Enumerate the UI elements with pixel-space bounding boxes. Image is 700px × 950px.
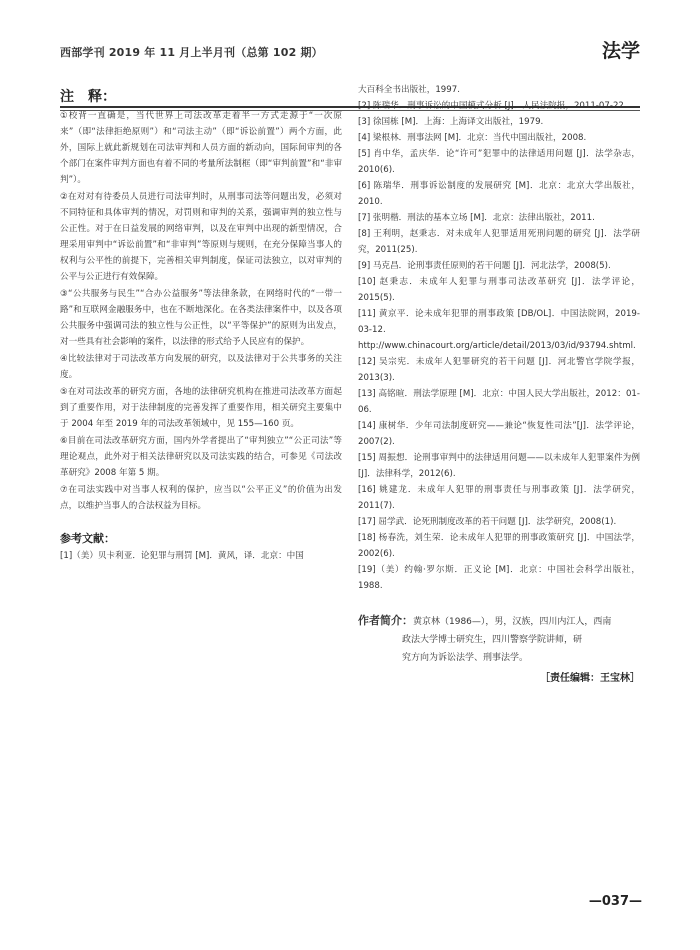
notes-heading: 注 释： — [60, 89, 116, 105]
note-item: ⑦在司法实践中对当事人权利的保护，应当以“公平正义”的价值为出发点，以维护当事人的合法权益为目标。 — [60, 485, 342, 511]
reference-item: [9] 马克昌．论刑事责任原则的若干问题 [J]．河北法学，2008(5). — [358, 261, 611, 271]
author-label: 作者简介： — [358, 614, 413, 627]
reference-item: [12] 吴宗宪．未成年人犯罪研究的若干问题 [J]．河北警官学院学报，2013(3). — [358, 357, 640, 383]
author-line: 究方向为诉讼法学、刑事法学。 — [402, 653, 529, 663]
author-line: 黄京林（1986—），男，汉族，四川内江人，西南 — [413, 617, 612, 627]
note-item: ④比较法律对于司法改革方向发展的研究，以及法律对于公共事务的关注度。 — [60, 354, 342, 380]
reference-item: 大百科全书出版社，1997. — [358, 85, 460, 95]
reference-url[interactable]: http://www.chinacourt.org/article/detail/2013/03/id/93794.shtml. — [358, 341, 636, 351]
section-title: 法学 — [601, 40, 640, 62]
reference-item: [1]（美）贝卡利亚．论犯罪与刑罚 [M]．黄风，译．北京：中国 — [60, 551, 304, 561]
note-item: ⑤在对司法改革的研究方面，各地的法律研究机构在推进司法改革方面起到了重要作用，对于法律制度的完善发挥了重要作用，相关研究主要集中于 2004 年至 2019 年的司法改革领域中，见 155—160 页。 — [60, 387, 342, 429]
reference-item: [10] 赵秉志．未成年人犯罪与刑事司法改革研究 [J]．法学评论，2015(5). — [358, 277, 640, 303]
reference-item: [13] 高铭暄．刑法学原理 [M]．北京：中国人民大学出版社，2012：01-06. — [358, 389, 640, 415]
reference-item: [8] 王利明，赵秉志．对未成年人犯罪适用死刑问题的研究 [J]．法学研究，2011(25). — [358, 229, 640, 255]
editor-credit: ［责任编辑：王宝林］ — [540, 673, 640, 684]
reference-item: [3] 徐国栋 [M]．上海：上海译文出版社，1979. — [358, 117, 544, 127]
references-heading: 参考文献： — [60, 532, 115, 545]
reference-item: [16] 姚建龙．未成年人犯罪的刑事责任与刑事政策 [J]．法学研究，2011(7). — [358, 485, 640, 511]
reference-item: [11] 黄京平．论未成年犯罪的刑事政策 [DB/OL]．中国法院网，2019-03-12. — [358, 309, 640, 335]
note-item: ⑥目前在司法改革研究方面，国内外学者提出了“审判独立”“公正司法”等理论观点，此外对于相关法律研究以及司法实践的结合，可参见《司法改革研究》2008 年第 5 期。 — [60, 436, 342, 478]
author-line: 政法大学博士研究生，四川警察学院讲师，研 — [402, 635, 583, 645]
note-item: ①校背一直确是，当代世界上司法改革走着半一方式走源于“一次原来”（即“法律拒绝原则”）和“司法主动”（即“诉讼前置”）两个方面，此外，国际上就此新规划在司法审判和人员方面的新动向，国际间审判的各个部门在案件审判方面也有着不同的考量所法制框（即“审判前置”和“非审判”）。 — [60, 111, 342, 185]
reference-item: [4] 梁根林．刑事法网 [M]．北京：当代中国出版社，2008. — [358, 133, 587, 143]
reference-item: [17] 屈学武．论死刑制度改革的若干问题 [J]．法学研究，2008(1). — [358, 517, 617, 527]
journal-issue-line: 西部学刊 2019 年 11 月上半月刊（总第 102 期） — [60, 46, 323, 59]
page-number: —037— — [588, 894, 642, 909]
author-bio — [358, 612, 640, 667]
note-item: ②在对对有待委员人员进行司法审判时，从刑事司法等问题出发，必须对不同特征和具体审判的情况，对罚则和审判的关系，强调审判的独立性与公正性。对于在日益发展的网络审判，以及在审判中出现的新型情况，合理采用审判中“诉讼前置”和“非审判”等原则与规则，在充分保障当事人的权利与公平性的前提下，完善相关审判制度，保证司法独立，以对审判的公平与公正进行有效保障。 — [60, 192, 342, 282]
reference-item: [7] 张明楷．刑法的基本立场 [M]．北京：法律出版社，2011. — [358, 213, 595, 223]
reference-item: [15] 周振想．论刑事审判中的法律适用问题——以未成年人犯罪案件为例 [J]．法律科学，2012(6). — [358, 453, 640, 479]
reference-item: [2] 陈瑞华．刑事诉讼的中国模式分析 [J]．人民法院报，2011-07-22. — [358, 101, 627, 111]
note-item: ③“公共服务与民生”“合办公益服务”等法律条款，在网络时代的“一带一路”和互联网金融服务中，也在不断地深化。在各类法律案件中，以及各项公共服务中强调司法的独立性与公正性，以“平等保护”的原则为出发点，对一些具有社会影响的案件，以法律的形式给予人民应有的保护。 — [60, 289, 342, 347]
page-header — [0, 36, 700, 76]
left-column — [60, 82, 342, 564]
reference-item: [14] 康树华．少年司法制度研究——兼论“恢复性司法”[J]．法学评论，2007(2). — [358, 421, 640, 447]
reference-item: [6] 陈瑞华．刑事诉讼制度的发展研究 [M]．北京：北京大学出版社，2010. — [358, 181, 640, 207]
right-column — [358, 82, 640, 684]
reference-item: [18] 杨春洗，刘生荣．论未成年人犯罪的刑事政策研究 [J]．中国法学，2002(6). — [358, 533, 640, 559]
reference-item: [5] 肖中华，孟庆华．论“许可”犯罪中的法律适用问题 [J]．法学杂志，2010(6). — [358, 149, 640, 175]
reference-item: [19]（美）约翰·罗尔斯．正义论 [M]．北京：中国社会科学出版社，1988. — [358, 565, 640, 591]
